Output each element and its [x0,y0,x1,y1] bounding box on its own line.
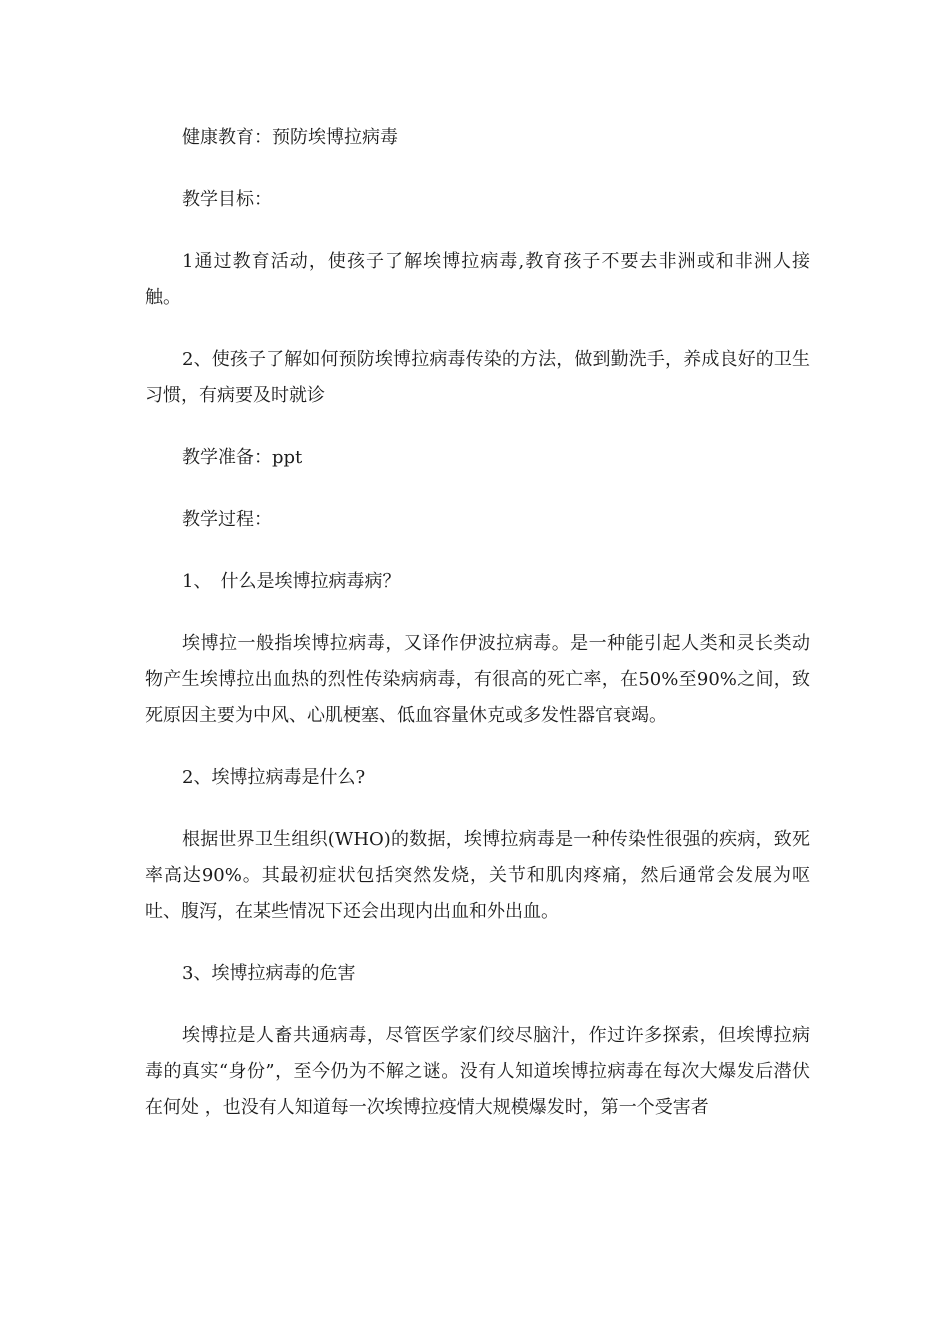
objective-item-2: 2、使孩子了解如何预防埃博拉病毒传染的方法，做到勤洗手，养成良好的卫生习惯，有病要及时就诊 [145,349,810,406]
process-paragraph-1: 埃博拉一般指埃博拉病毒，又译作伊波拉病毒。是一种能引起人类和灵长类动物产生埃博拉出血热的烈性传染病病毒，有很高的死亡率，在50%至90%之间，致死原因主要为中风、心肌梗塞、低血容量休克或多发性器官衰竭。 [145,633,810,726]
process-heading-2: 2、埃博拉病毒是什么? [182,767,366,788]
section-heading-process: 教学过程： [182,509,272,530]
section-heading-preparation: 教学准备：ppt [182,447,303,468]
process-heading-3: 3、埃博拉病毒的危害 [182,963,356,984]
process-paragraph-3: 埃博拉是人畜共通病毒，尽管医学家们绞尽脑汁，作过许多探索，但埃博拉病毒的真实“身份”，至今仍为不解之谜。没有人知道埃博拉病毒在每次大爆发后潜伏在何处 ，也没有人知道每一次埃博拉疫情大规模爆发时，第一个受害者 [145,1025,810,1118]
process-paragraph-2: 根据世界卫生组织(WHO)的数据，埃博拉病毒是一种传染性很强的疾病，致死率高达90%。其最初症状包括突然发烧，关节和肌肉疼痛，然后通常会发展为呕吐、腹泻，在某些情况下还会出现内出血和外出血。 [145,829,810,922]
process-heading-1: 1、 什么是埃博拉病毒病？ [182,571,401,592]
section-heading-objectives: 教学目标： [182,189,272,210]
document-title: 健康教育：预防埃博拉病毒 [182,127,398,148]
objective-item-1: 1通过教育活动，使孩子了解埃博拉病毒,教育孩子不要去非洲或和非洲人接触。 [145,251,810,308]
document-body [145,120,810,1152]
